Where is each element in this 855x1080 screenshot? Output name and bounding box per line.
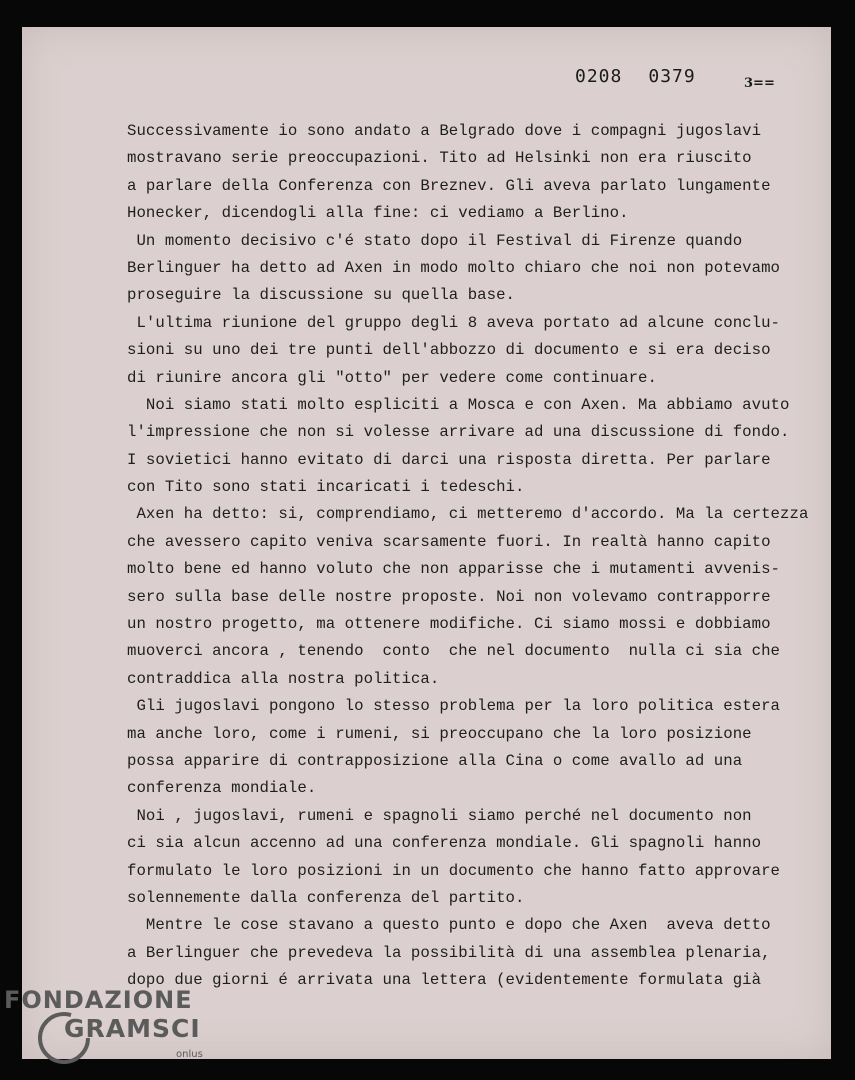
text-line: un nostro progetto, ma ottenere modifiche. Ci siamo mossi e dobbiamo bbox=[127, 615, 771, 634]
text-line: Honecker, dicendogli alla fine: ci vediamo a Berlino. bbox=[127, 204, 629, 223]
text-line: Un momento decisivo c'é stato dopo il Festival di Firenze quando bbox=[127, 231, 743, 250]
text-line: possa apparire di contrapposizione alla Cina o come avallo ad una bbox=[127, 751, 743, 770]
archive-ref-part-1: 0208 bbox=[575, 66, 623, 87]
text-line: a Berlinguer che prevedeva la possibilità di una assemblea plenaria, bbox=[127, 943, 771, 962]
text-line: solennemente dalla conferenza del partito. bbox=[127, 888, 525, 907]
text-line: L'ultima riunione del gruppo degli 8 aveva portato ad alcune conclu- bbox=[127, 313, 781, 332]
watermark-line-2: GRAMSCI bbox=[64, 1014, 201, 1043]
text-line: Axen ha detto: si, comprendiamo, ci metteremo d'accordo. Ma la certezza bbox=[127, 505, 809, 524]
text-line: con Tito sono stati incaricati i tedeschi. bbox=[127, 478, 525, 497]
text-line: formulato le loro posizioni in un documento che hanno fatto approvare bbox=[127, 861, 781, 880]
watermark-line-3: onlus bbox=[176, 1049, 203, 1060]
text-line: muoverci ancora , tenendo conto che nel documento nulla ci sia che bbox=[127, 642, 781, 661]
text-line: conferenza mondiale. bbox=[127, 779, 317, 798]
text-line: molto bene ed hanno voluto che non apparisse che i mutamenti avvenis- bbox=[127, 560, 781, 579]
text-line: Mentre le cose stavano a questo punto e dopo che Axen aveva detto bbox=[127, 916, 771, 935]
watermark-g-ring-icon bbox=[34, 1008, 94, 1068]
text-line: ma anche loro, come i rumeni, si preoccupano che la loro posizione bbox=[127, 724, 752, 743]
document-body bbox=[127, 118, 808, 995]
text-line: a parlare della Conferenza con Breznev. Gli aveva parlato lungamente bbox=[127, 176, 771, 195]
archive-reference bbox=[575, 66, 722, 87]
text-line: Noi siamo stati molto espliciti a Mosca e con Axen. Ma abbiamo avuto bbox=[127, 395, 790, 414]
text-line: che avessero capito veniva scarsamente fuori. In realtà hanno capito bbox=[127, 532, 771, 551]
text-line: mostravano serie preoccupazioni. Tito ad Helsinki non era riuscito bbox=[127, 149, 752, 168]
text-line: Noi , jugoslavi, rumeni e spagnoli siamo perché nel documento non bbox=[127, 806, 752, 825]
archive-ref-part-2: 0379 bbox=[648, 66, 696, 87]
text-line: di riunire ancora gli "otto" per vedere come continuare. bbox=[127, 368, 657, 387]
text-line: Successivamente io sono andato a Belgrado dove i compagni jugoslavi bbox=[127, 122, 762, 140]
text-line: sero sulla base delle nostre proposte. Noi non volevamo contrapporre bbox=[127, 587, 771, 606]
text-line: dopo due giorni é arrivata una lettera (evidentemente formulata già bbox=[127, 971, 762, 990]
text-line: contraddica alla nostra politica. bbox=[127, 669, 440, 688]
text-line: l'impressione che non si volesse arrivare ad una discussione di fondo. bbox=[127, 423, 790, 442]
text-line: sioni su uno dei tre punti dell'abbozzo di documento e si era deciso bbox=[127, 341, 771, 360]
text-line: proseguire la discussione su quella base. bbox=[127, 286, 516, 305]
watermark-line-1: FONDAZIONE bbox=[4, 986, 193, 1014]
fondazione-gramsci-watermark bbox=[4, 986, 203, 1060]
handwritten-page-number: 3== bbox=[744, 76, 775, 91]
text-line: Gli jugoslavi pongono lo stesso problema per la loro politica estera bbox=[127, 697, 781, 716]
text-line: Berlinguer ha detto ad Axen in modo molto chiaro che noi non potevamo bbox=[127, 258, 781, 277]
text-line: I sovietici hanno evitato di darci una risposta diretta. Per parlare bbox=[127, 450, 771, 469]
text-line: ci sia alcun accenno ad una conferenza mondiale. Gli spagnoli hanno bbox=[127, 834, 762, 853]
